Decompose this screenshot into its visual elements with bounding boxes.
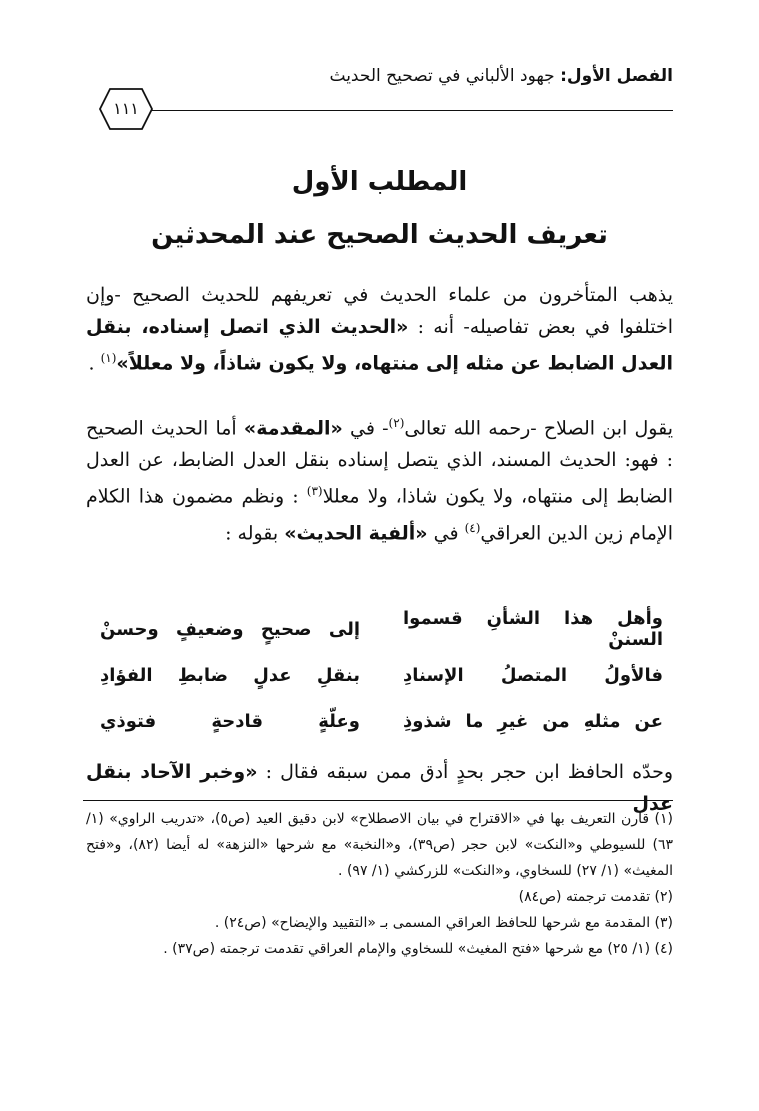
p2-text-b: - في (342, 417, 389, 440)
poem-verse (100, 606, 663, 652)
footnote-ref-1: (١) (100, 351, 117, 365)
verse-second-hemistich: وعلّةٍ قادحةٍ فتوذي (100, 710, 360, 732)
p2-text-d: : ونظم مضمون هذا الكلام الإمام زين الدين العراقي (86, 485, 673, 545)
poem (100, 606, 663, 744)
footnote-4: (٤) (١/ ٢٥) مع شرحها «فتح المغيث» للسخاوي والإمام العراقي تقدمت ترجمته (ص٣٧) . (163, 941, 673, 957)
page-number-badge (98, 86, 154, 132)
section-heading: المطلب الأول (291, 167, 468, 197)
footnotes (86, 806, 673, 962)
verse-second-hemistich: إلى صحيحٍ وضعيفٍ وحسنْ (100, 618, 360, 640)
p1-end: . (88, 352, 101, 375)
paragraph-definition (86, 280, 673, 380)
footnote-ref-3: (٣) (306, 484, 323, 499)
running-header (73, 66, 673, 86)
verse-second-hemistich: بنقلِ عدلٍ ضابطِ الفؤادِ (100, 664, 360, 686)
ibn-hajar-quote: «وخبر الآحاد بنقل عدل (86, 761, 673, 815)
p2-text-a: يقول ابن الصلاح -رحمه الله تعالى (404, 417, 674, 440)
p2-text-f: بقوله : (225, 522, 285, 545)
page-number: ١١١ (113, 99, 139, 118)
footnote-3: (٣) المقدمة مع شرحها للحافظ العراقي المسمى بـ «التقييد والإيضاح» (ص٢٤) . (214, 915, 673, 931)
p3-text: وحدّه الحافظ ابن حجر بحدٍ أدق ممن سبقه فقال : (257, 761, 673, 783)
footnote-rule (83, 800, 673, 801)
verse-first-hemistich: فالأولُ المتصلُ الإسنادِ (403, 664, 663, 686)
paragraph-ibn-salah (86, 408, 673, 550)
p2-text-c: أما الحديث الصحيح : فهو: الحديث المسند، الذي يتصل إسناده بنقل العدل الضابط، عن العدل الضابط إلى منتهاه، ولا يكون شاذا، ولا معللا (86, 417, 673, 508)
poem-verse (100, 652, 663, 698)
book-title-alfiya: «ألفية الحديث» (284, 522, 428, 545)
verse-first-hemistich: وأهل هذا الشأنِ قسموا السننْ (403, 608, 663, 650)
p2-text-e: في (427, 522, 465, 545)
footnote-1: (١) قارن التعريف بها في «الاقتراح في بيان الاصطلاح» لابن دقيق العيد (ص٥)، «تدريب الراوي» (١/ ٦٣) للسيوطي و«النكت» لابن حجر (ص٣٩)، و«النخبة» مع شرحها «النزهة» له أيضا (٨٢)، و«فتح المغيث» (١/ ٢٧) للسخاوي، و«النكت» للزركشي (١/ ٩٧) . (86, 811, 674, 879)
footnote-ref-2: (٢) (388, 416, 405, 430)
poem-verse (100, 698, 663, 744)
section-title: تعريف الحديث الصحيح عند المحدثين (151, 220, 608, 250)
header-rule (150, 110, 673, 111)
chapter-title: جهود الألباني في تصحيح الحديث (329, 66, 555, 86)
footnote-ref-4: (٤) (464, 521, 481, 536)
footnote-2: (٢) تقدمت ترجمته (ص٨٤) (518, 889, 673, 905)
p1-text: يذهب المتأخرون من علماء الحديث في تعريفهم للحديث الصحيح -وإن اختلفوا في بعض تفاصيله- أنه : (86, 284, 673, 338)
book-title-muqaddima: «المقدمة» (243, 417, 343, 440)
verse-first-hemistich: عن مثلهِ من غيرِ ما شذوذِ (403, 710, 663, 732)
chapter-label: الفصل الأول: (560, 66, 673, 86)
definition-quote: «الحديث الذي اتصل إسناده، بنقل العدل الضابط عن مثله إلى منتهاه، ولا يكون شاذاً، ولا معللاً» (86, 315, 673, 375)
